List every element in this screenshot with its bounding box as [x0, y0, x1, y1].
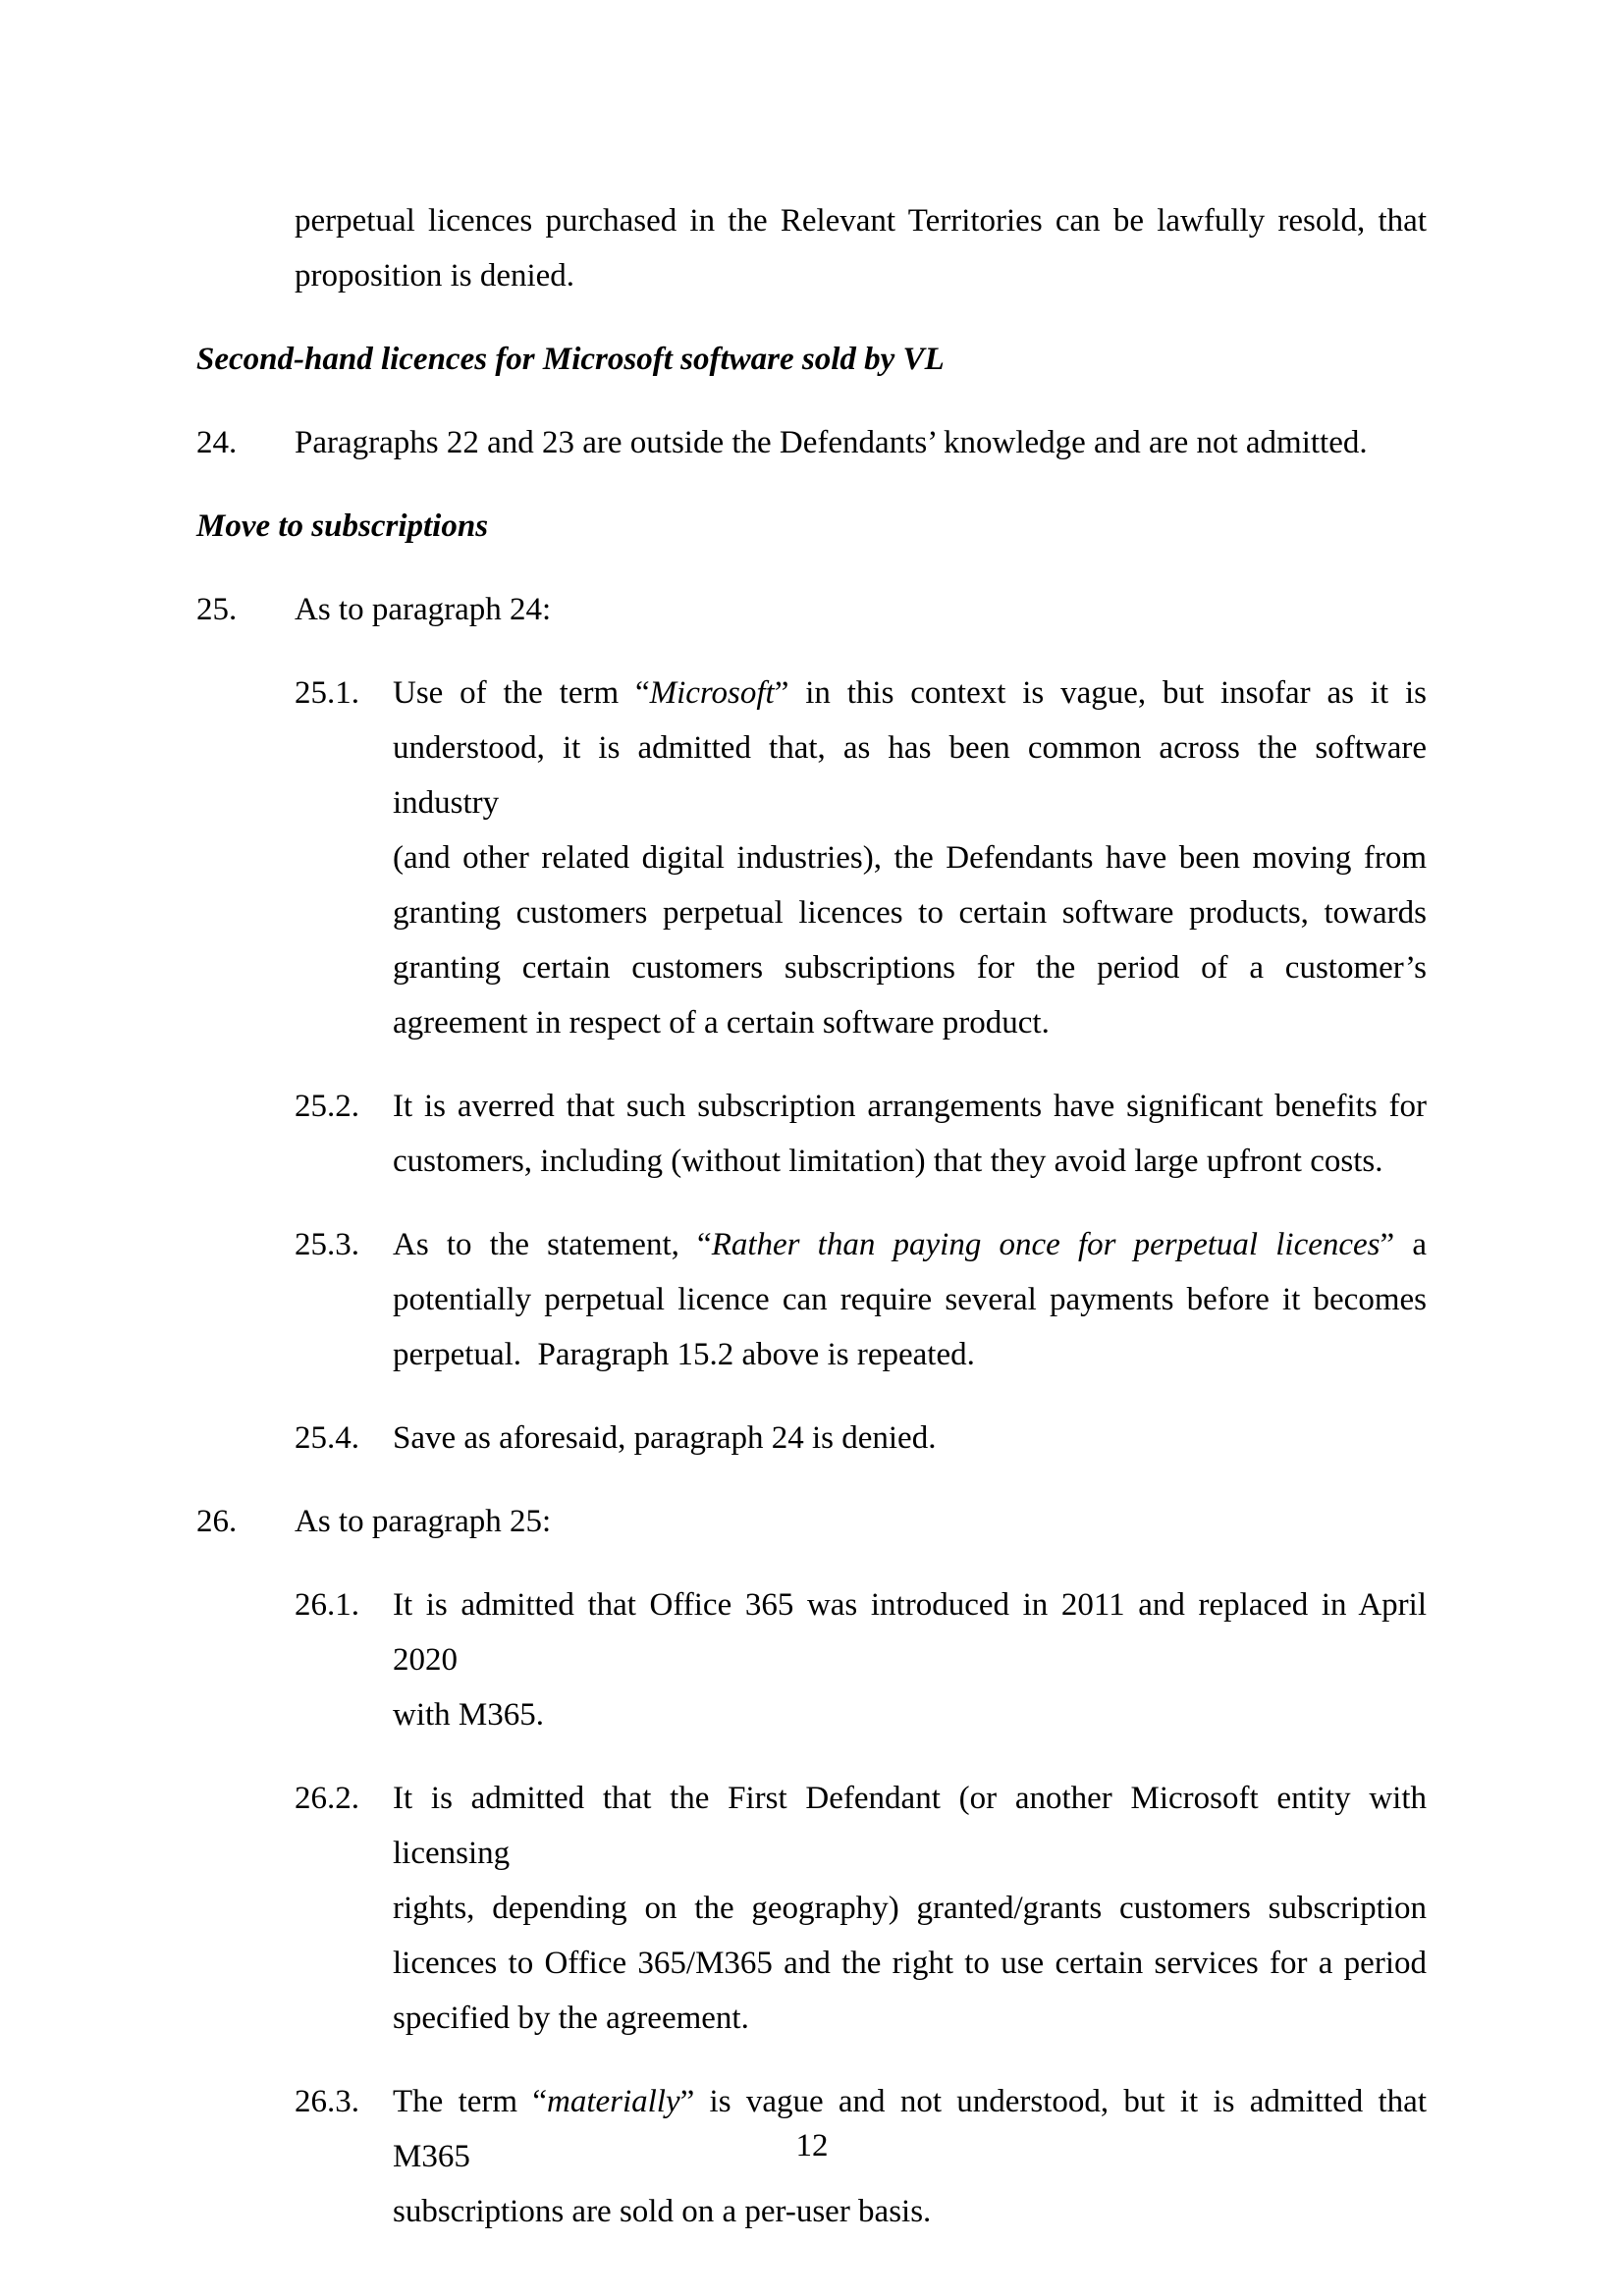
paragraph — [196, 1494, 1427, 1549]
paragraph-line — [393, 885, 1427, 940]
paragraph-body — [295, 1494, 1427, 1549]
text-segment: ” in this context is vague, but insofar as it is — [774, 675, 1427, 711]
paragraph-number: 26.2. — [295, 1781, 359, 1816]
paragraph-line — [393, 1327, 1427, 1382]
document-blocks — [196, 193, 1427, 2239]
text-segment: customers, including (without limitation) that they avoid large upfront costs. — [393, 1144, 1383, 1179]
text-segment: granting certain customers subscriptions for the period of a customer’s — [393, 950, 1427, 986]
paragraph — [295, 666, 1427, 1050]
paragraph-number: 25.2. — [295, 1089, 359, 1124]
paragraph-line — [393, 2184, 1427, 2239]
italic-text-segment: Microsoft — [649, 675, 775, 711]
paragraph-body — [295, 415, 1427, 470]
paragraph-number: 26.1. — [295, 1587, 359, 1623]
paragraph — [295, 1771, 1427, 2046]
paragraph-body — [393, 1771, 1427, 2046]
paragraph-number: 25. — [196, 592, 238, 627]
paragraph-line — [393, 1577, 1427, 1687]
text-segment: understood, it is admitted that, as has been common across the software industry — [393, 730, 1427, 821]
paragraph-line — [295, 415, 1427, 470]
paragraph-number: 24. — [196, 425, 238, 460]
paragraph-line — [393, 830, 1427, 885]
paragraph-line — [393, 995, 1427, 1050]
text-segment: ” a — [1380, 1227, 1427, 1262]
paragraph-line — [393, 1687, 1427, 1742]
text-segment: (and other related digital industries), the Defendants have been moving from — [393, 840, 1427, 876]
paragraph-number: 26. — [196, 1504, 238, 1539]
paragraph-line — [393, 1936, 1427, 1991]
paragraph-line — [295, 582, 1427, 637]
page-number: 12 — [795, 2128, 829, 2163]
text-segment: specified by the agreement. — [393, 2001, 749, 2036]
text-segment: with M365. — [393, 1697, 545, 1733]
paragraph — [196, 582, 1427, 637]
paragraph-line — [393, 1079, 1427, 1134]
paragraph-body — [295, 193, 1427, 303]
paragraph-line — [295, 193, 1427, 248]
text-segment: granting customers perpetual licences to certain software products, towards — [393, 895, 1427, 931]
text-segment: potentially perpetual licence can require several payments before it becomes — [393, 1282, 1427, 1317]
paragraph-line — [393, 1771, 1427, 1881]
text-segment: Use of the term “ — [393, 675, 650, 711]
text-segment: licences to Office 365/M365 and the right to use certain services for a period — [393, 1946, 1427, 1981]
paragraph-line — [393, 1217, 1427, 1272]
text-segment: Save as aforesaid, paragraph 24 is denied. — [393, 1420, 937, 1456]
text-segment: As to paragraph 25: — [295, 1504, 552, 1539]
text-segment: proposition is denied. — [295, 258, 575, 294]
paragraph-line — [393, 940, 1427, 995]
paragraph-line — [393, 1134, 1427, 1189]
paragraph-line — [295, 1494, 1427, 1549]
paragraph — [196, 415, 1427, 470]
text-segment: subscriptions are sold on a per-user basis. — [393, 2194, 932, 2229]
text-segment: As to paragraph 24: — [295, 592, 552, 627]
paragraph-number: 25.1. — [295, 675, 359, 711]
paragraph-line — [295, 248, 1427, 303]
text-segment: The term “ — [393, 2084, 547, 2119]
paragraph-body — [393, 1079, 1427, 1189]
paragraph-line — [393, 1272, 1427, 1327]
italic-text-segment: Rather than paying once for perpetual licences — [711, 1227, 1380, 1262]
paragraph-body — [393, 1411, 1427, 1466]
paragraph — [295, 1577, 1427, 1742]
paragraph-body — [393, 666, 1427, 1050]
paragraph-number: 25.4. — [295, 1420, 359, 1456]
text-segment: ” is vague and not understood, but it is admitted that M365 — [393, 2084, 1427, 2174]
section-heading: Second-hand licences for Microsoft software sold by VL — [196, 342, 945, 377]
paragraph-body — [393, 1577, 1427, 1742]
paragraph-line — [393, 721, 1427, 830]
text-segment: It is admitted that the First Defendant (or another Microsoft entity with licensing — [393, 1781, 1427, 1871]
paragraph-body — [295, 582, 1427, 637]
text-segment: As to the statement, “ — [393, 1227, 712, 1262]
paragraph — [295, 1079, 1427, 1189]
paragraph-body — [393, 1217, 1427, 1382]
text-segment: Paragraphs 22 and 23 are outside the Defendants’ knowledge and are not admitted. — [295, 425, 1368, 460]
paragraph-number: 26.3. — [295, 2084, 359, 2119]
paragraph — [295, 1411, 1427, 1466]
paragraph-line — [393, 666, 1427, 721]
text-segment: perpetual licences purchased in the Relevant Territories can be lawfully resold, that — [295, 203, 1427, 239]
text-segment: It is admitted that Office 365 was introduced in 2011 and replaced in April 2020 — [393, 1587, 1427, 1678]
text-segment: rights, depending on the geography) granted/grants customers subscription — [393, 1891, 1427, 1926]
section-heading: Move to subscriptions — [196, 508, 489, 544]
italic-text-segment: materially — [546, 2084, 680, 2119]
paragraph-number: 25.3. — [295, 1227, 359, 1262]
paragraph — [295, 1217, 1427, 1382]
paragraph-line — [393, 1411, 1427, 1466]
text-segment: agreement in respect of a certain software product. — [393, 1005, 1050, 1041]
text-segment: perpetual. Paragraph 15.2 above is repeated. — [393, 1337, 975, 1372]
paragraph-line — [393, 1881, 1427, 1936]
paragraph-line — [393, 1991, 1427, 2046]
paragraph — [295, 193, 1427, 303]
text-segment: It is averred that such subscription arrangements have significant benefits for — [393, 1089, 1427, 1124]
